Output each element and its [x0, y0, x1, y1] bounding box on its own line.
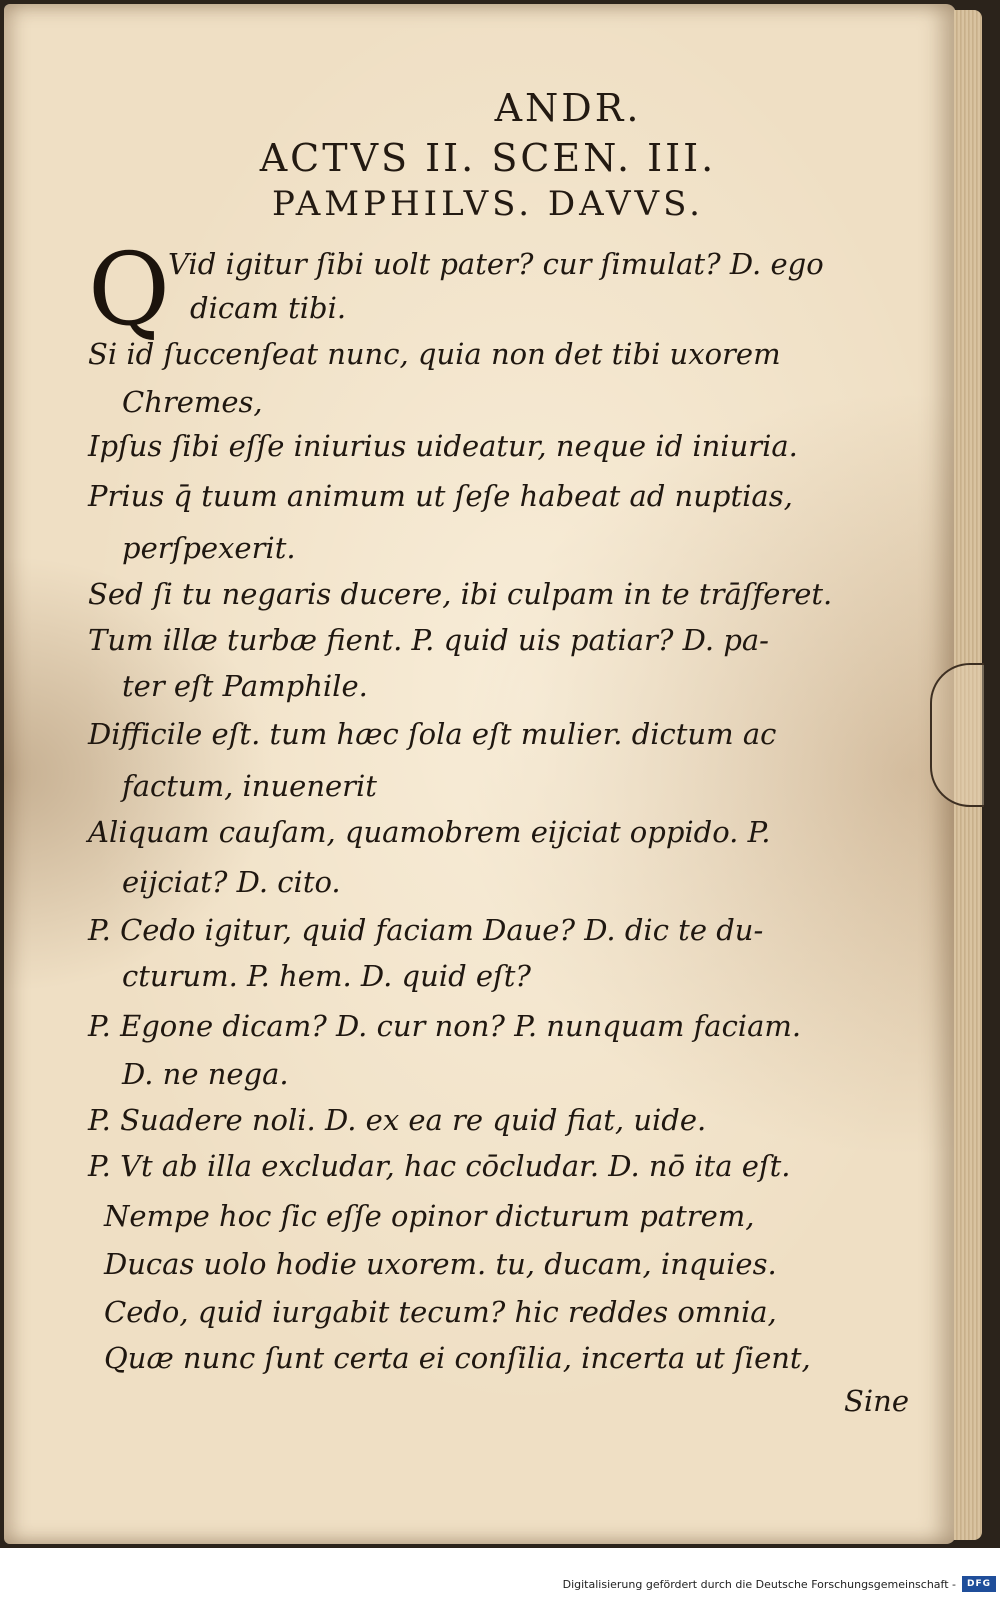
book-page [4, 4, 956, 1544]
act-scene-heading: ACTVS II. SCEN. III. [259, 136, 717, 180]
verse-line: Ducas uolo hodie uxorem. tu, ducam, inquies. [104, 1247, 777, 1281]
verse-line: Difficile eſt. tum hæc ſola eſt mulier. dictum ac [88, 717, 777, 751]
verse-line: P. Egone dicam? D. cur non? P. nunquam faciam. [88, 1009, 802, 1043]
dfg-logo: DFG [962, 1576, 996, 1592]
verse-line: Chremes, [122, 385, 263, 419]
verse-line: Quæ nunc ſunt certa ei conſilia, incerta ut ſient, [104, 1341, 811, 1375]
verse-line: Nempe hoc ſic eſſe opinor dicturum patrem, [104, 1199, 755, 1233]
verse-line: P. Suadere noli. D. ex ea re quid fiat, uide. [88, 1103, 707, 1137]
verse-line: dicam tibi. [190, 291, 347, 325]
verse-line: eijciat? D. cito. [122, 865, 341, 899]
verse-line: P. Vt ab illa excludar, hac cōcludar. D. nō ita eſt. [88, 1149, 791, 1183]
verse-line: cturum. P. hem. D. quid eſt? [122, 959, 531, 993]
catchword: Sine [844, 1384, 909, 1418]
verse-line: Cedo, quid iurgabit tecum? hic reddes omnia, [104, 1295, 777, 1329]
funding-credit: Digitalisierung gefördert durch die Deutsche Forschungsgemeinschaft - [562, 1578, 956, 1591]
verse-line: Vid igitur ſibi uolt pater? cur ſimulat? D. ego [168, 247, 824, 281]
drop-cap: Q [88, 231, 170, 348]
verse-line: D. ne nega. [122, 1057, 289, 1091]
running-head: ANDR. [494, 86, 642, 130]
verse-line: P. Cedo igitur, quid faciam Daue? D. dic te du- [88, 913, 764, 947]
verse-line: Aliquam cauſam, quamobrem eijciat oppido. P. [88, 815, 771, 849]
verse-line: Si id ſuccenſeat nunc, quia non det tibi uxorem [88, 337, 781, 371]
verse-line: factum, inuenerit [122, 769, 377, 803]
bookmark-tab [930, 663, 984, 807]
verse-line: ter eſt Pamphile. [122, 669, 368, 703]
verse-line: Sed ſi tu negaris ducere, ibi culpam in te trāſferet. [88, 577, 833, 611]
scan-footer [0, 1548, 1000, 1597]
verse-line: Tum illæ turbæ fient. P. quid uis patiar? D. pa- [88, 623, 769, 657]
persons-heading: PAMPHILVS. DAVVS. [272, 184, 704, 224]
verse-line: Prius q̄ tuum animum ut ſeſe habeat ad nuptias, [88, 479, 793, 513]
verse-line: Ipſus ſibi eſſe iniurius uideatur, neque id iniuria. [88, 429, 798, 463]
verse-line: perſpexerit. [122, 531, 296, 565]
